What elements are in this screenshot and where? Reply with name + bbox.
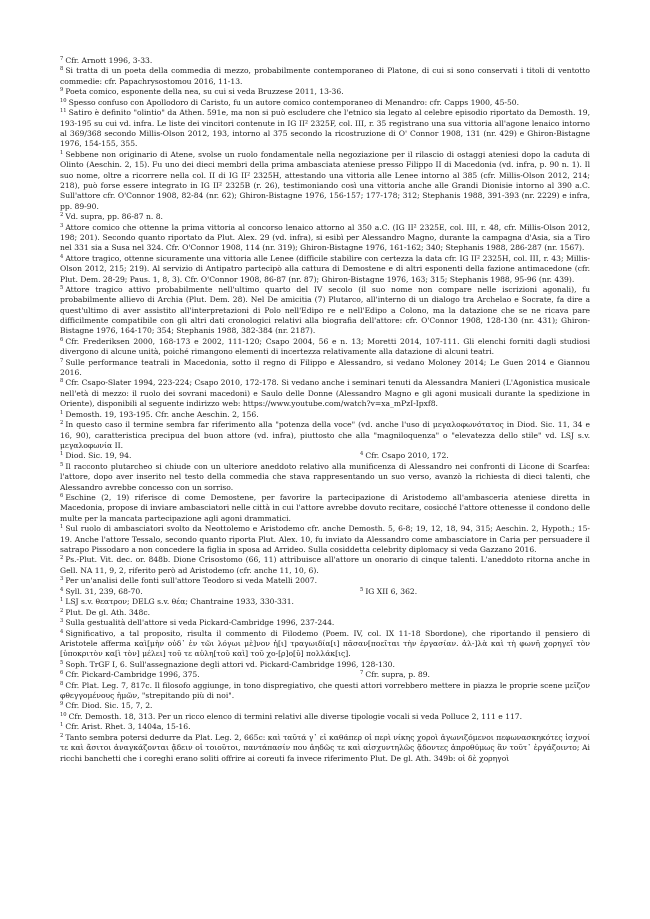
footnote [60,254,590,285]
footnote-text: Vd. supra, pp. 86-87 n. 8. [65,212,163,222]
footnote [60,285,590,337]
footnote [60,712,590,722]
footnote [60,660,590,670]
footnote [60,451,360,461]
footnote-text: Cfr. Plat. Leg. 7, 817c. Il filosofo aggiunge, in tono dispregiativo, che questi attori vorrebbero mettere in piazza le proprie scene μεῖζον φθεγγομένους ἡμῶν, "strepitando più di noi". [60,680,590,701]
footnote-number: 10 [60,97,67,104]
footnote-text: Sul ruolo di ambasciatori svolto da Neottolemo e Aristodemo cfr. anche Demosth. 5, 6-8; 19, 12, 18, 94, 315; Aeschin. 2, Hypoth.; 15-19. Anche l'attore Tessalo, secondo quanto riporta Plut. Alex. 10, fu inviato da Alessandro come ambasciatore in Caria per persuadere il satrapo Pissodaro a non concedere la figlia in sposa ad Arrideo. Sulla cosiddetta celebrity diplomacy si veda Gazzano 2016. [60,524,590,554]
footnote-text: Ps.-Plut. Vit. dec. or. 848b. Dione Crisostomo (66, 11) attribuisce all'attore un onorario di cinque talenti. L'aneddoto ritorna anche in Gell. NA 11, 9, 2, riferito però ad Aristodemo (cfr. anche 11, 10, 6). [60,555,590,575]
footnote-number: 7 [60,56,64,62]
footnote [60,358,590,379]
footnote-number: 1 [60,451,64,458]
footnote [60,378,590,409]
footnote-number: 1 [60,149,64,156]
footnote-text: Cfr. Frederiksen 2000, 168-173 e 2002, 111-120; Csapo 2004, 56 e n. 13; Moretti 2014, 107-111. Gli elenchi forniti dagli studiosi divergono di alcune unità, poiché rimangono elementi di incertezza relativamente alla datazione di alcuni teatri. [60,336,590,357]
footnote [60,462,590,493]
footnote-number: 1 [60,722,64,729]
footnote-number: 9 [60,701,64,708]
footnote [60,87,590,97]
footnote-number: 8 [60,680,64,687]
footnote [60,618,590,628]
footnote-number: 3 [60,222,64,229]
footnote [60,410,590,420]
footnote-text: Si tratta di un poeta della commedia di mezzo, probabilmente contemporaneo di Platone, di cui si sono conservati i titoli di ventotto commedie: cfr. Papachrysostomou 2016, 11-13. [60,66,590,86]
footnote-number: 2 [60,420,64,427]
footnote [60,608,590,618]
footnote-number: 8 [60,378,64,385]
footnote-number: 6 [60,336,64,343]
footnote [360,587,590,597]
footnote-number: 5 [60,659,64,666]
footnote-number: 1 [60,524,64,531]
footnote [60,524,590,555]
footnote-number: 2 [60,607,64,614]
footnote-number: 1 [60,409,64,416]
footnote-number: 5 [60,284,64,291]
footnote [60,733,590,764]
footnote [60,670,360,680]
footnote-number: 10 [60,711,67,718]
footnote [60,56,590,66]
footnote-text: Plut. De gl. Ath. 348c. [65,607,151,617]
footnote-text: Cfr. supra, p. 89. [365,670,430,680]
footnote-number: 7 [360,670,364,677]
footnote-number: 7 [60,357,64,364]
footnote [60,555,590,576]
footnote-text: Spesso confuso con Apollodoro di Caristo, fu un autore comico contemporaneo di Menandro: cfr. Capps 1900, 45-50. [68,97,520,107]
footnote [360,670,590,680]
footnote-text: Tanto sembra potersi dedurre da Plat. Leg. 2, 665c: καὶ ταῦτά γ᾽ εἰ καθάπερ οἱ περὶ νίκης χοροὶ ἀγωνιζόμενοι πεφωνασκηκότες ἰσχνοί τε καὶ ἄσιτοι ἀναγκάζονται ᾄδειν οἱ τοιοῦτοι, παντάπασίν που ἀηδῶς τε καὶ αἰσχυντηλῶς ᾄδοντες ἀπροθύμως ἂν τοῦτ᾽ ἐργάζοιντο; Ai ricchi banchetti che i coreghi erano soliti offrire ai coreuti fa invece riferimento Plut. De gl. Ath. 349b: οἱ δὲ χορηγοὶ [60,732,590,763]
footnote-text: Diod. Sic. 19, 94. [65,451,132,461]
footnote-number: 3 [60,576,64,583]
footnote [360,451,590,461]
footnote-pair [60,587,590,597]
footnote-text: Syll. 31, 239, 68-70. [65,586,143,596]
footnote-text: IG XII 6, 362. [365,586,418,596]
footnote-number: 4 [60,586,64,593]
footnote-text: Significativo, a tal proposito, risulta il commento di Filodemo (Poem. IV, col. IX 11-18 Sbordone), che riportando il pensiero di Aristotele afferma καὶ[μὴν οὐδ᾽ ἐν τῶι λόγωι μὲ]νον ἡ[ι] τραγωιδία[ι] πᾶσαν[ποεῖται τὴν ἐργασίαν. ἀλ-]λὰ καὶ τὴ φωνῆ χορηγεῖ τὸν [ὑποκριτὸν κα[ὶ τὸν] μέλει] τοῦ τε αὐλη[τοῦ καὶ] τοῦ χο-[ρ]ο[ῦ] πολλάκ[ις]. [60,628,590,659]
footnote-number: 6 [60,492,64,499]
footnote-number: 3 [60,618,64,625]
footnote-text: Cfr. Csapo 2010, 172. [365,451,449,461]
footnote-number: 2 [60,212,64,219]
footnote-text: Cfr. Arist. Rhet. 3, 1404a, 15-16. [65,722,191,732]
footnote-text: Eschine (2, 19) riferisce di come Demostene, per favorire la partecipazione di Aristodemo all'ambasceria ateniese diretta in Macedonia, propose di inviare ambasciatori nelle città in cui l'attore avrebbe dovuto recitare, cosicché l'attore ottenesse il condono delle multe per la mancata partecipazione agli agoni drammatici. [60,493,590,523]
footnote [60,701,590,711]
footnote [60,629,590,660]
footnote-text: Soph. TrGF I, 6. Sull'assegnazione degli attori vd. Pickard-Cambridge 1996, 128-130. [65,659,395,669]
footnote-text: Attore tragico, ottenne sicuramente una vittoria alle Lenee (difficile stabilire con certezza la data cfr. IG II² 2325H, col. III, r. 43; Millis-Olson 2012, 215; 219). Al servizio di Antipatro partecipò alla cattura di Demostene e di altri esponenti della fazione antimacedone (cfr. Plut. Dem. 28-29; Paus. 1, 8, 3). Cfr. O'Connor 1908, 86-87 (nr. 87); Ghiron-Bistagne 1976, 163; 315; Stephanis 1988, 95-96 (nr. 439). [60,253,590,284]
footnote [60,576,590,586]
footnote [60,597,590,607]
footnote-number: 5 [60,461,64,468]
footnote-text: Cfr. Diod. Sic. 15, 7, 2. [65,701,153,711]
footnote [60,66,590,87]
footnote-text: LSJ s.v. θεατρον; DELG s.v. θέα; Chantraine 1933, 330-331. [65,597,294,607]
footnote-text: Cfr. Demosth. 18, 313. Per un ricco elenco di termini relativi alle diverse tipologie vocali si veda Polluce 2, 111 e 117. [68,712,523,722]
footnote-text: Sebbene non originario di Atene, svolse un ruolo fondamentale nella negoziazione per il rilascio di ostaggi ateniesi dopo la caduta di Olinto (Aeschin. 2, 15). Fu uno dei dieci membri della prima ambasciata ateniese presso Filippo II di Macedonia (vd. infra, p. 90 n. 1). Il suo nome, oltre a ricorrere nella col. II di IG II² 2325H, attestando una vittoria alle Lenee intorno al 385 (cfr. Millis-Olson 2012, 214; 218), può forse essere integrato in IG II² 2325B (r. 26), testimoniando così una vittoria anche alle Grandi Dionisie intorno al 390 a.C. Sull'attore cfr. O'Connor 1908, 82-84 (nr. 62); Ghiron-Bistagne 1976, 156-157; 177-178; 312; Stephanis 1988, 391-393 (nr. 2229) e infra, pp. 89-90. [60,149,590,211]
footnote-number: 9 [60,87,64,94]
footnote-number: 11 [60,108,67,115]
footnote [60,108,590,150]
footnote [60,493,590,524]
footnote [60,722,590,732]
footnote-number: 5 [360,586,364,593]
footnote-text: Attore tragico attivo probabilmente nell'ultimo quarto del IV secolo (il suo nome non compare nelle iscrizioni agonali), fu probabilmente allievo di Archia (Plut. Dem. 28). Nel De amicitia (7) Plutarco, all'interno di un dialogo tra Archelao e Socrate, fa dire a quest'ultimo di aver assistito all'interpretazioni di Polo nell'Edipo re e nell'Edipo a Colono, ma la datazione che se ne ricava pare difficilmente compatibile con gli altri dati cronologici relativi alla biografia dell'attore: cfr. O'Connor 1908, 128-130 (nr. 431); Ghiron-Bistagne 1976, 164-170; 354; Stephanis 1988, 382-384 (nr. 2187). [60,285,590,336]
footnote [60,681,590,702]
footnote-number: 2 [60,732,64,739]
footnote-number: 8 [60,66,64,73]
footnote-text: Cfr. Pickard-Cambridge 1996, 375. [65,670,200,680]
footnote-text: Cfr. Arnott 1996, 3-33. [65,56,153,66]
footnote-number: 2 [60,555,64,562]
footnote [60,420,590,451]
footnote-text: Cfr. Csapo-Slater 1994, 223-224; Csapo 2010, 172-178. Si vedano anche i seminari tenuti da Alessandra Manieri (L'Agonistica musicale nell'età di mezzo: il ruolo dei sovrani macedoni) e Saulo delle Donne (Alessandro Magno e gli agoni musicali durante la spedizione in Oriente), disponibili al seguente indirizzo web: https://www.youtube.com/watch?v=xa_mPzI-Ipxf8. [60,378,590,409]
footnote [60,223,590,254]
footnote-text: Il racconto plutarcheo si chiude con un ulteriore aneddoto relativo alla munificenza di Alessandro nei confronti di Licone di Scarfea: l'attore, dopo aver inserito nel testo della commedia che stava rappresentando un suo verso, avanzò la richiesta di dieci talenti, che Alessandro avrebbe concesso con un sorriso. [60,461,590,492]
footnote-number: 4 [60,253,64,260]
footnote-pair [60,451,590,461]
footnote-text: Poeta comico, esponente della nea, su cui si veda Bruzzese 2011, 13-36. [65,87,344,97]
footnote-text: Sulle performance teatrali in Macedonia, sotto il regno di Filippo e Alessandro, si vedano Moloney 2014; Le Guen 2014 e Giannou 2016. [60,357,590,378]
footnote-text: Per un'analisi delle fonti sull'attore Teodoro si veda Matelli 2007. [65,576,317,586]
footnote-number: 1 [60,597,64,604]
footnote-text: Sulla gestualità dell'attore si veda Pickard-Cambridge 1996, 237-244. [65,618,335,628]
footnote-number: 4 [60,628,64,635]
footnote-text: In questo caso il termine sembra far riferimento alla "potenza della voce" (vd. anche l'uso di μεγαλοφωνότατος in Diod. Sic. 11, 34 e 16, 90), caratteristica precipua del buon attore (vd. infra), piuttosto che alla "magniloquenza" o "elevatezza dello stile" vd. LSJ s.v. μεγαλοφωνία II. [60,420,590,450]
footnote-number: 6 [60,670,64,677]
footnote-text: Attore comico che ottenne la prima vittoria al concorso lenaico attorno al 350 a.C. (IG II² 2325E, col. III, r. 48, cfr. Millis-Olson 2012, 198; 201). Secondo quanto riportato da Plut. Alex. 29 (vd. infra), si esibì per Alessandro Magno, durante la campagna d'Asia, sia a Tiro nel 331 sia a Susa nel 324. Cfr. O'Connor 1908, 114 (nr. 319); Ghiron-Bistagne 1976, 161-162; 340; Stephanis 1988, 286-287 (nr. 1567). [60,222,590,253]
footnote [60,587,360,597]
footnote-text: Demosth. 19, 193-195. Cfr. anche Aeschin. 2, 156. [65,409,259,419]
footnote-pair [60,670,590,680]
footnote [60,337,590,358]
footnote [60,212,590,222]
footnote [60,98,590,108]
footnote-text: Satiro è definito "olintio" da Athen. 591e, ma non si può escludere che l'etnico sia legato al celebre episodio riportato da Demosth. 19, 193-195 su cui vd. infra. Le liste dei vincitori contenute in IG II² 2325F, col. III, r. 35 registrano una sua vittoria all'agone lenaico intorno al 369/368 secondo Millis-Olson 2012, 193, intorno al 375 secondo la ricostruzione di O' Connor 1908, 131 (nr. 429) e Ghiron-Bistagne 1976, 154-155, 355. [60,108,590,149]
footnote-number: 4 [360,451,364,458]
footnote [60,150,590,212]
